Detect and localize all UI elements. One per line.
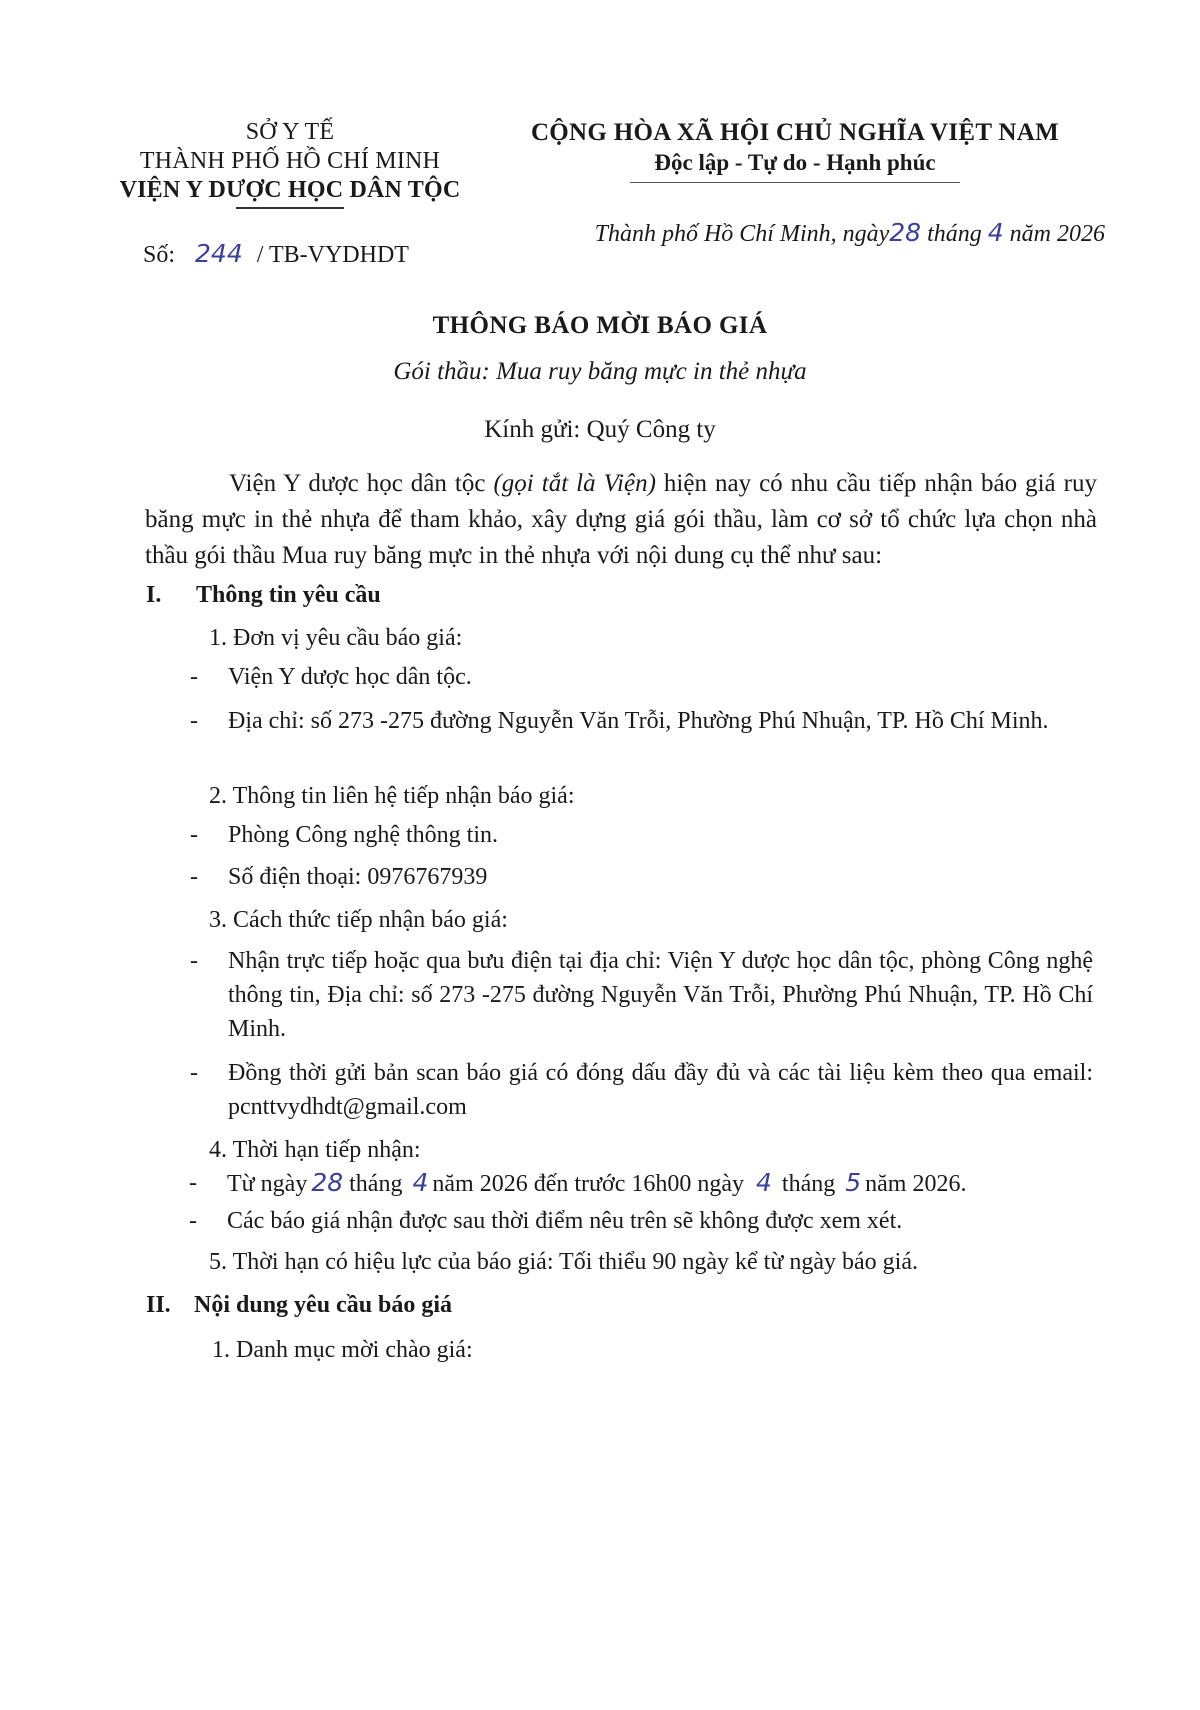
bullet-text: Viện Y dược học dân tộc. xyxy=(228,664,472,690)
bullet-item: - Địa chỉ: số 273 -275 đường Nguyễn Văn Trỗi, Phường Phú Nhuận, TP. Hồ Chí Minh. xyxy=(190,708,1049,734)
deadline-text-a: Từ ngày xyxy=(227,1171,308,1197)
intro-text-2: hiện nay có nhu cầu tiếp nhận báo giá ruy băng mực in thẻ nhựa để tham khảo, xây dựng giá gói thầu, làm cơ sở tổ chức lựa chọn nhà thầu gói thầu Mua ruy băng mực in thẻ nhựa với nội dung cụ thể như sau: xyxy=(145,470,1097,569)
intro-text-italic: (gọi tắt là Viện) xyxy=(493,470,656,497)
bullet-item: - Đồng thời gửi bản scan báo giá có đóng dấu đầy đủ và các tài liệu kèm theo qua email: pcnttvydhdt@gmail.com xyxy=(190,1060,1093,1120)
item-4: 4. Thời hạn tiếp nhận: xyxy=(209,1137,421,1163)
item-2: 2. Thông tin liên hệ tiếp nhận báo giá: xyxy=(209,783,575,809)
date-month-handwritten: 4 xyxy=(987,218,1004,247)
deadline-start-month-handwritten: 4 xyxy=(412,1168,429,1197)
bullet-text: Địa chỉ: số 273 -275 đường Nguyễn Văn Trỗi, Phường Phú Nhuận, TP. Hồ Chí Minh. xyxy=(228,708,1049,734)
deadline-end-day-handwritten: 4 xyxy=(756,1168,772,1197)
intro-paragraph xyxy=(145,466,1097,574)
national-title: CỘNG HÒA XÃ HỘI CHỦ NGHĨA VIỆT NAM xyxy=(530,119,1060,146)
deadline-text-b: tháng xyxy=(349,1171,403,1197)
deadline-text-c: năm 2026 đến trước 16h00 ngày xyxy=(432,1171,745,1197)
deadline-start-day-handwritten: 28 xyxy=(311,1168,344,1197)
section-1-title: Thông tin yêu cầu xyxy=(196,582,381,608)
deadline-text-d: tháng xyxy=(781,1171,836,1197)
item-3: 3. Cách thức tiếp nhận báo giá: xyxy=(209,907,508,933)
intro-text-1: Viện Y dược học dân tộc xyxy=(229,470,494,497)
bullet-item: - Phòng Công nghệ thông tin. xyxy=(190,822,499,848)
bullet-item: - Nhận trực tiếp hoặc qua bưu điện tại địa chỉ: Viện Y dược học dân tộc, phòng Công nghệ thông tin, Địa chỉ: số 273 -275 đường Nguyễn Văn Trỗi, Phường Phú Nhuận, TP. Hồ Chí Minh. xyxy=(190,948,1093,1042)
document-title: THÔNG BÁO MỜI BÁO GIÁ xyxy=(432,312,768,339)
bullet-item: - Các báo giá nhận được sau thời điểm nêu trên sẽ không được xem xét. xyxy=(189,1208,903,1234)
date-year: năm 2026 xyxy=(1009,221,1105,247)
bullet-text: Nhận trực tiếp hoặc qua bưu điện tại địa chỉ: Viện Y dược học dân tộc, phòng Công nghệ thông tin, Địa chỉ: số 273 -275 đường Nguyễn Văn Trỗi, Phường Phú Nhuận, TP. Hồ Chí Minh. xyxy=(228,948,1093,1042)
deadline-end-month-handwritten: 5 xyxy=(845,1168,862,1197)
number-suffix: / TB-VYDHDT xyxy=(256,242,409,268)
bullet-item: - Viện Y dược học dân tộc. xyxy=(190,664,472,690)
number-prefix: Số: xyxy=(143,242,176,268)
number-handwritten: 244 xyxy=(195,239,243,268)
national-motto: Độc lập - Tự do - Hạnh phúc xyxy=(654,150,936,175)
section-1-heading xyxy=(146,582,381,609)
bullet-item: - Từ ngày 28 tháng 4 năm 2026 đến trước 16h00 ngày 4 tháng 5 năm 2026. xyxy=(189,1168,967,1197)
issuer-line-2: THÀNH PHỐ HỒ CHÍ MINH xyxy=(139,148,441,174)
item-1: 1. Đơn vị yêu cầu báo giá: xyxy=(209,625,463,651)
greeting: Kính gửi: Quý Công ty xyxy=(484,416,716,443)
section-2-item-1: 1. Danh mục mời chào giá: xyxy=(212,1337,473,1363)
date-month-label: tháng xyxy=(927,221,982,247)
section-2-number: II. xyxy=(146,1292,171,1318)
issuer-underline xyxy=(236,207,344,209)
document-subtitle: Gói thầu: Mua ruy băng mực in thẻ nhựa xyxy=(393,358,807,385)
bullet-text: Số điện thoại: 0976767939 xyxy=(228,864,488,890)
issue-date xyxy=(595,218,1105,248)
item-5: 5. Thời hạn có hiệu lực của báo giá: Tối thiểu 90 ngày kể từ ngày báo giá. xyxy=(209,1249,918,1275)
section-1-number: I. xyxy=(146,582,162,608)
section-2-heading xyxy=(146,1292,452,1319)
national-header xyxy=(500,118,1090,183)
issuer-line-3: VIỆN Y DƯỢC HỌC DÂN TỘC xyxy=(119,177,461,203)
deadline-text-e: năm 2026. xyxy=(865,1171,967,1197)
issuer-block xyxy=(90,118,490,209)
date-day-handwritten: 28 xyxy=(889,218,922,247)
motto-underline xyxy=(630,182,960,183)
bullet-text: Phòng Công nghệ thông tin. xyxy=(228,822,499,848)
date-prefix: Thành phố Hồ Chí Minh, ngày xyxy=(594,221,890,247)
bullet-item: - Số điện thoại: 0976767939 xyxy=(190,864,488,890)
issuer-line-1: SỞ Y TẾ xyxy=(245,119,335,145)
section-2-title: Nội dung yêu cầu báo giá xyxy=(194,1292,453,1318)
bullet-text: Các báo giá nhận được sau thời điểm nêu trên sẽ không được xem xét. xyxy=(227,1208,903,1234)
document-number xyxy=(143,239,409,269)
bullet-text: Đồng thời gửi bản scan báo giá có đóng dấu đầy đủ và các tài liệu kèm theo qua email: pcnttvydhdt@gmail.com xyxy=(228,1060,1093,1120)
